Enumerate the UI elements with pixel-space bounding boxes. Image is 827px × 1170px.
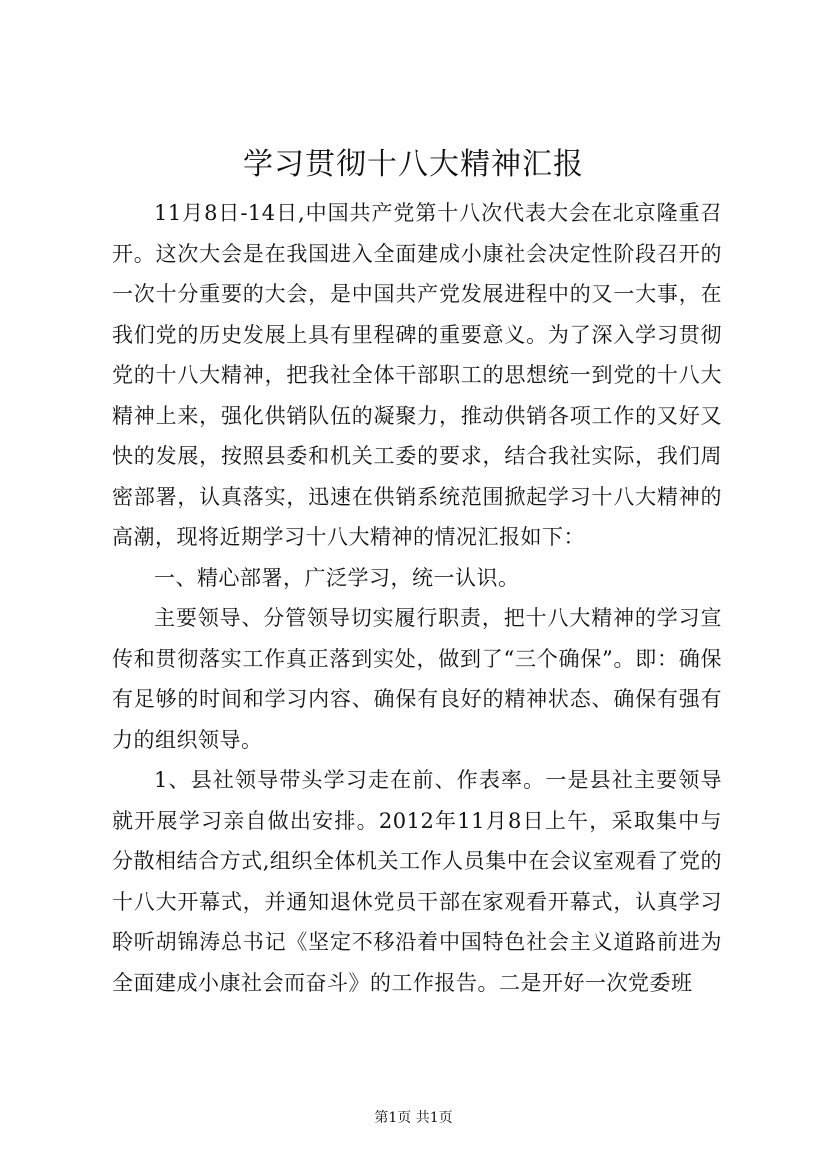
paragraph-section-1: 主要领导、分管领导切实履行职责，把十八大精神的学习宣传和贯彻落实工作真正落到实处，做到了“三个确保”。即：确保有足够的时间和学习内容、确保有良好的精神状态、确保有强有力的组织领导。 [112,606,722,752]
paragraph-item-1: 1、县社领导带头学习走在前、作表率。一是县社主要领导就开展学习亲自做出安排。2012年11月8日上午，采取集中与分散相结合方式,组织全体机关工作人员集中在会议室观看了党的十八大开幕式，并通知退休党员干部在家观看开幕式，认真学习聆听胡锦涛总书记《坚定不移沿着中国特色社会主义道路前进为全面建成小康社会而奋斗》的工作报告。二是开好一次党委班 [112,768,722,995]
document-title: 学习贯彻十八大精神汇报 [243,147,584,182]
section-heading-1: 一、精心部署，广泛学习，统一认识。 [154,565,520,590]
paragraph-intro: 11月8日-14日,中国共产党第十八次代表大会在北京隆重召开。这次大会是在我国进入全面建成小康社会决定性阶段召开的一次十分重要的大会，是中国共产党发展进程中的又一大事，在我们党的历史发展上具有里程碑的重要意义。为了深入学习贯彻党的十八大精神，把我社全体干部职工的思想统一到党的十八大精神上来，强化供销队伍的凝聚力，推动供销各项工作的又好又快的发展，按照县委和机关工委的要求，结合我社实际，我们周密部署，认真落实，迅速在供销系统范围掀起学习十八大精神的高潮，现将近期学习十八大精神的情况汇报如下： [112,201,722,549]
page-footer: 第1页 共1页 [374,1110,453,1126]
document-body [112,193,722,1003]
